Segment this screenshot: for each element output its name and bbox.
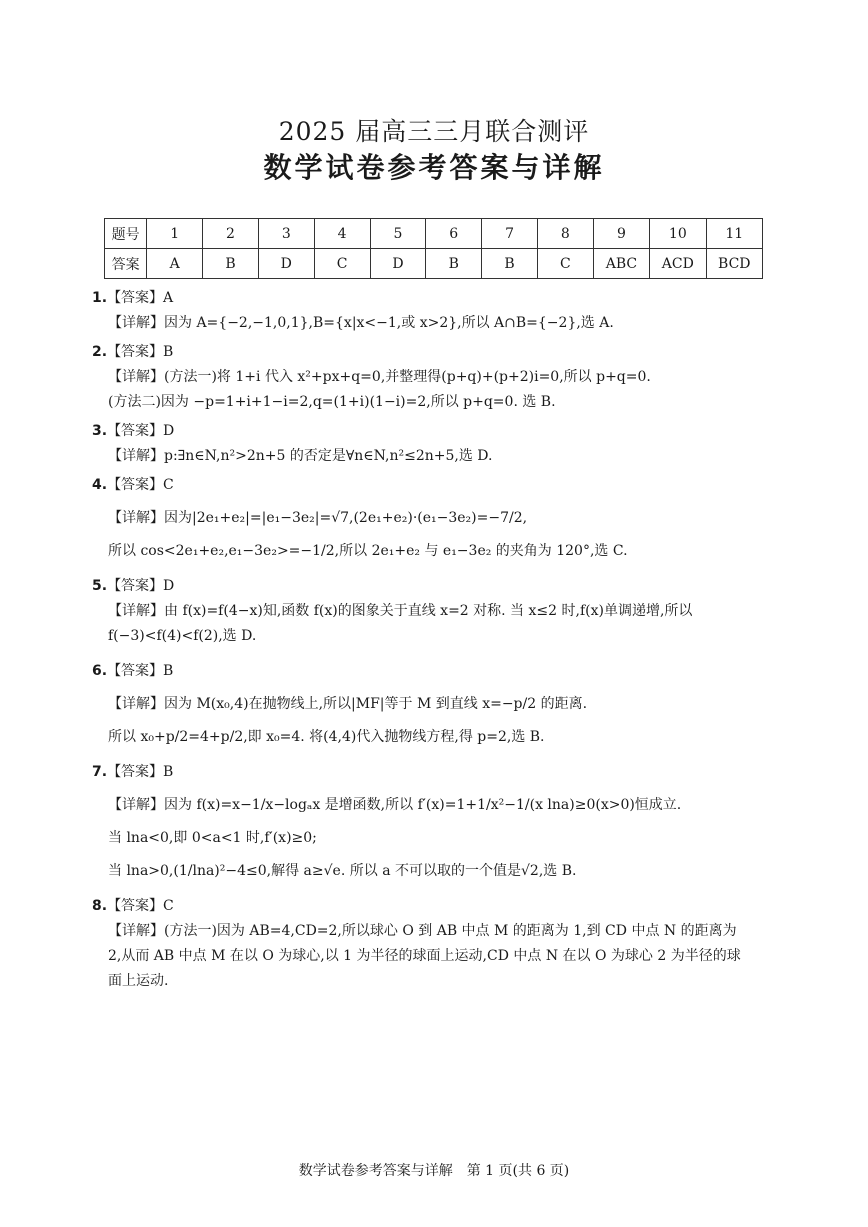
answer-line: [92, 288, 792, 309]
answer-line: [92, 421, 792, 442]
question-solution: [92, 896, 792, 992]
question-number-cell: 5: [370, 219, 426, 249]
answer-text: 【答案】B: [107, 663, 174, 679]
detail-line: 【详解】(方法一)将 1+i 代入 x²+px+q=0,并整理得(p+q)+(p+2)i=0,所以 p+q=0.: [108, 369, 651, 385]
answer-line: [92, 475, 792, 496]
question-solution: [92, 661, 792, 748]
detail-line: 【详解】(方法一)因为 AB=4,CD=2,所以球心 O 到 AB 中点 M 的距离为 1,到 CD 中点 N 的距离为: [108, 923, 737, 939]
row-label-answer: 答案: [105, 249, 147, 279]
answer-cell: ABC: [593, 249, 649, 279]
question-solution: [92, 288, 792, 334]
answer-cell: B: [203, 249, 259, 279]
answer-cell: B: [482, 249, 538, 279]
document-title: 数学试卷参考答案与详解: [263, 151, 605, 184]
exam-subtitle: 2025 届高三三月联合测评: [278, 117, 590, 146]
question-number-cell: 7: [482, 219, 538, 249]
solutions-body: [92, 288, 792, 992]
detail-line: (方法二)因为 −p=1+i+1−i=2,q=(1+i)(1−i)=2,所以 p+q=0. 选 B.: [108, 394, 556, 410]
detail-line: 2,从而 AB 中点 M 在以 O 为球心,以 1 为半径的球面上运动,CD 中点 N 在以 O 为球心 2 为半径的球: [108, 948, 741, 964]
answer-cell: D: [258, 249, 314, 279]
answer-table-answer-row: [105, 249, 763, 279]
question-solution: [92, 762, 792, 882]
question-number: 5.: [92, 578, 108, 594]
answer-text: 【答案】A: [107, 290, 174, 306]
detail-line: 所以 cos<2e₁+e₂,e₁−3e₂>=−1/2,所以 2e₁+e₂ 与 e₁−3e₂ 的夹角为 120°,选 C.: [108, 543, 628, 559]
detail-line: 【详解】因为 M(x₀,4)在抛物线上,所以|MF|等于 M 到直线 x=−p/2 的距离.: [108, 696, 588, 712]
answer-cell: B: [426, 249, 482, 279]
detail-line: 【详解】p:∃n∈N,n²>2n+5 的否定是∀n∈N,n²≤2n+5,选 D.: [108, 448, 493, 464]
question-number-cell: 2: [203, 219, 259, 249]
answer-table-number-row: [105, 219, 763, 249]
answer-text: 【答案】D: [107, 423, 175, 439]
answer-table: [104, 218, 763, 279]
detail-line: 当 lna<0,即 0<a<1 时,f′(x)≥0;: [108, 830, 317, 846]
answer-line: [92, 661, 792, 682]
row-label-question-number: 题号: [105, 219, 147, 249]
detail-line: 面上运动.: [108, 973, 169, 989]
question-number: 3.: [92, 423, 108, 439]
answer-line: [92, 762, 792, 783]
question-number: 2.: [92, 344, 108, 360]
detail-line: f(−3)<f(4)<f(2),选 D.: [108, 628, 257, 644]
answer-line: [92, 576, 792, 597]
detail-line: 当 lna>0,(1/lna)²−4≤0,解得 a≥√e. 所以 a 不可以取的一个值是√2,选 B.: [108, 863, 577, 879]
question-solution: [92, 475, 792, 562]
question-solution: [92, 421, 792, 467]
page-footer: 数学试卷参考答案与详解 第 1 页(共 6 页): [298, 1163, 570, 1179]
question-number: 8.: [92, 898, 108, 914]
question-number: 4.: [92, 477, 108, 493]
detail-line: 【详解】由 f(x)=f(4−x)知,函数 f(x)的图象关于直线 x=2 对称. 当 x≤2 时,f(x)单调递增,所以: [108, 603, 693, 619]
answer-cell: ACD: [650, 249, 706, 279]
question-solution: [92, 342, 792, 413]
detail-line: 【详解】因为 A={−2,−1,0,1},B={x|x<−1,或 x>2},所以 A∩B={−2},选 A.: [108, 315, 614, 331]
answer-text: 【答案】D: [107, 578, 175, 594]
detail-line: 【详解】因为|2e₁+e₂|=|e₁−3e₂|=√7,(2e₁+e₂)·(e₁−3e₂)=−7/2,: [108, 510, 528, 526]
detail-line: 所以 x₀+p/2=4+p/2,即 x₀=4. 将(4,4)代入抛物线方程,得 p=2,选 B.: [108, 729, 545, 745]
answer-line: [92, 342, 792, 363]
question-number: 7.: [92, 764, 108, 780]
question-number-cell: 1: [147, 219, 203, 249]
question-solution: [92, 576, 792, 647]
question-number-cell: 8: [537, 219, 593, 249]
question-number: 1.: [92, 290, 108, 306]
question-number-cell: 9: [593, 219, 649, 249]
detail-line: 【详解】因为 f(x)=x−1/x−logₐx 是增函数,所以 f′(x)=1+1/x²−1/(x lna)≥0(x>0)恒成立.: [108, 797, 682, 813]
answer-text: 【答案】B: [107, 764, 174, 780]
question-number-cell: 3: [258, 219, 314, 249]
question-number-cell: 10: [650, 219, 706, 249]
question-number-cell: 4: [314, 219, 370, 249]
answer-text: 【答案】C: [107, 898, 174, 914]
answer-text: 【答案】C: [107, 477, 174, 493]
answer-cell: D: [370, 249, 426, 279]
question-number-cell: 11: [706, 219, 762, 249]
answer-line: [92, 896, 792, 917]
answer-cell: C: [537, 249, 593, 279]
question-number-cell: 6: [426, 219, 482, 249]
answer-cell: BCD: [706, 249, 762, 279]
answer-cell: C: [314, 249, 370, 279]
answer-text: 【答案】B: [107, 344, 174, 360]
answer-cell: A: [147, 249, 203, 279]
question-number: 6.: [92, 663, 108, 679]
